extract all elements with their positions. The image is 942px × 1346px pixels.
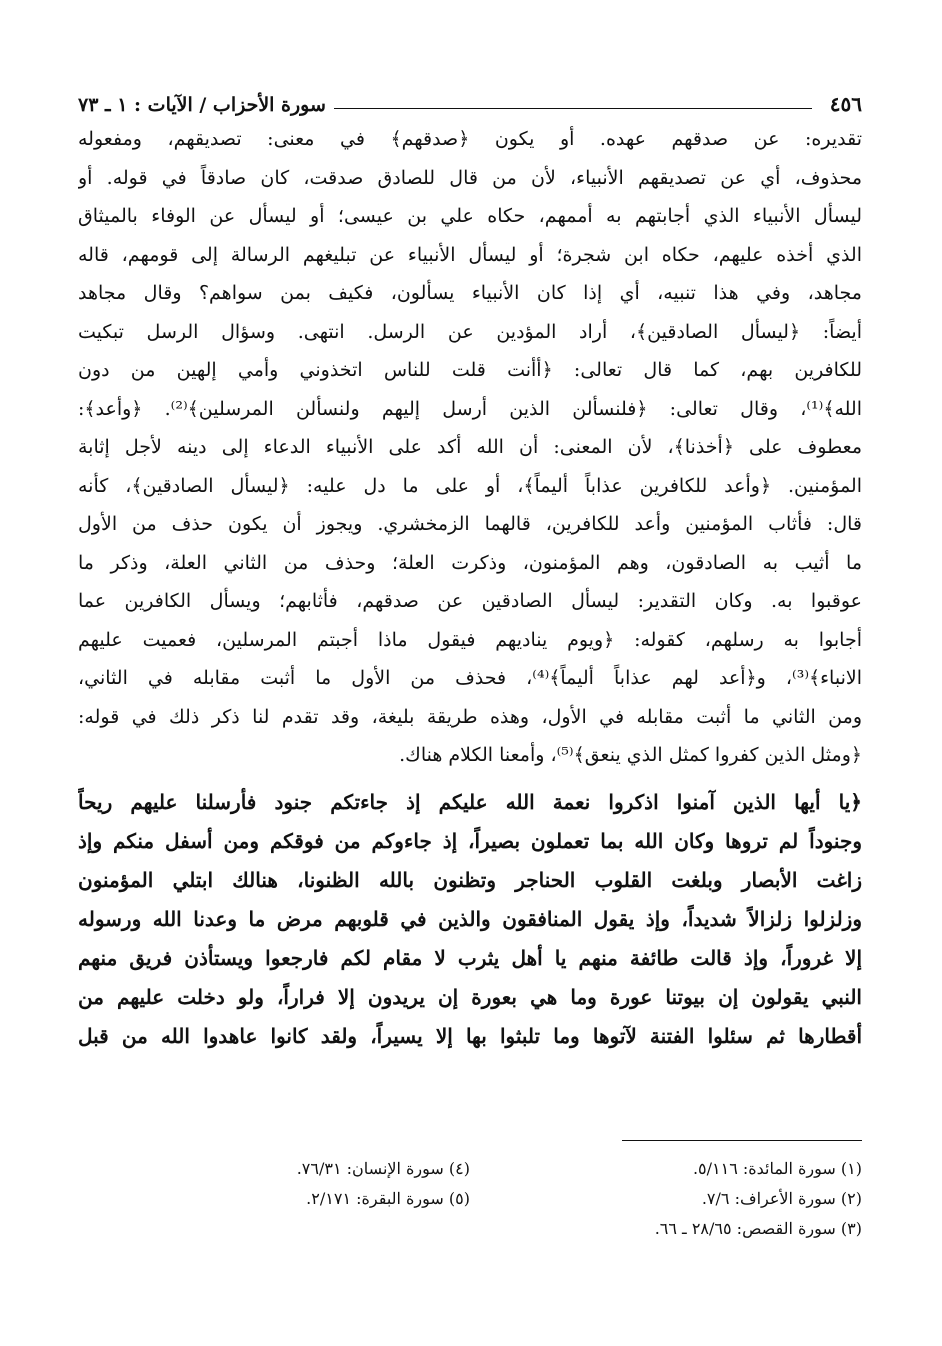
footnotes [78,1154,862,1244]
verse-line: أقطارها ثم سئلوا الفتنة لآتوها وما تلبثوا بها إلا يسيراً، ولقد كانوا عاهدوا الله من قبل [78,1023,862,1048]
book-page [78,82,862,1238]
surah-title: سورة الأحزاب / الآيات : ١ ـ ٧٣ [78,94,326,116]
text-line: عوقبوا به. وكان التقدير: ليسأل الصادقين عن صدقهم، فأثابهم؛ ويسأل الكافرين عما [78,590,862,612]
text-line: أجابوا به رسلهم، كقوله: ﴿ويوم يناديهم فيقول ماذا أجبتم المرسلين، فعميت عليهم [78,628,862,651]
footnote: (٣) سورة القصص: ٢٨/٦٥ ـ ٦٦. [654,1219,862,1238]
footnote: (٢) سورة الأعراف: ٧/٦. [701,1189,862,1208]
footnote: (١) سورة المائدة: ٥/١١٦. [692,1159,862,1178]
header-rule [334,108,812,109]
verse-line: زاغت الأبصار وبلغت القلوب الحناجر وتظنون بالله الظنونا، هنالك ابتلي المؤمنون [78,867,862,892]
verse-line: ﴿يا أيها الذين آمنوا اذكروا نعمة الله عليكم إذ جاءتكم جنود فأرسلنا عليهم ريحاً [78,789,862,814]
running-header [78,82,862,116]
text-line: محذوف، أي عن تصديقهم الأنبياء، لأن من قال للصادق صدقت، كان صادقاً في قوله. أو [78,166,862,189]
footnote: (٥) سورة البقرة: ٢/١٧١. [306,1189,470,1208]
text-line: ما أثيب به الصادقون، وهم المؤمنون، وذكرت العلة؛ وحذف من الثاني العلة، وذكر ما [78,551,862,574]
text-line: ومن الثاني ما أثبت مقابله في الأول، وهذه طريقة بليغة، وقد تقدم لنا ذكر ذلك في قوله: [78,705,862,728]
verse-line: النبي يقولون إن بيوتنا عورة وما هي بعورة إن يريدون إلا فراراً، ولو دخلت عليهم من [78,984,862,1009]
text-line: الله﴾⁽¹⁾، وقال تعالى: ﴿فلنسألن الذين أرسل إليهم ولنسألن المرسلين﴾⁽²⁾. ﴿وأعد﴾: [78,397,862,420]
text-line: الذي أخذه عليهم، حكاه ابن شجرة؛ أو ليسأل الأنبياء عن تبليغهم الرسالة إلى قومهم، قاله [78,243,862,266]
footnotes-left-column [78,1154,470,1244]
quran-verse-block [78,783,862,1056]
text-line: المؤمنين. ﴿وأعد للكافرين عذاباً أليماً﴾، أو على ما دل عليه: ﴿ليسأل الصادقين﴾، كأنه [78,474,862,497]
text-line: مجاهد، وفي هذا تنبيه، أي إذا كان الأنبياء يسألون، فكيف بمن سواهم؟ وقال مجاهد [78,282,862,304]
text-line: ﴿ومثل الذين كفروا كمثل الذي ينعق﴾⁽⁵⁾، وأمعنا الكلام هناك. [399,744,862,766]
text-line: قال: فأثاب المؤمنين وأعد للكافرين، قالهما الزمخشري. ويجوز أن يكون حذف من الأول [78,513,862,535]
commentary-text [78,120,862,775]
text-line: ليسأل الأنبياء الذي أجابتهم به أممهم، حكاه علي بن عيسى؛ أو ليسأل عن الوفاء بالميثاق [78,205,862,227]
verse-line: وجنوداً لم تروها وكان الله بما تعملون بصيراً، إذ جاءوكم من فوقكم ومن أسفل منكم وإذ [78,828,862,853]
footnotes-right-column [470,1154,862,1244]
text-line: الانباء﴾⁽³⁾، و﴿أعد لهم عذاباً أليماً﴾⁽⁴⁾، فحذف من الأول ما أثبت مقابله في الثاني، [78,667,862,689]
verse-line: وزلزلوا زلزالاً شديداً، وإذ يقول المنافقون والذين في قلوبهم مرض ما وعدنا الله ورسوله [78,906,862,931]
page-number: ٤٥٦ [829,92,862,116]
text-line: معطوف على ﴿أخذنا﴾، لأن المعنى: أن الله أكد على الأنبياء الدعاء إلى دينه لأجل إثابة [78,436,862,458]
text-line: للكافرين بهم، كما قال تعالى: ﴿أأنت قلت للناس اتخذوني وأمي إلهين من دون [78,359,862,381]
footnote: (٤) سورة الإنسان: ٧٦/٣١. [296,1159,470,1178]
text-line: تقديره: عن صدقهم عهده. أو يكون ﴿صدقهم﴾ في معنى: تصديقهم، ومفعوله [78,128,862,150]
verse-line: إلا غروراً، وإذ قالت طائفة منهم يا أهل يثرب لا مقام لكم فارجعوا ويستأذن فريق منهم [78,945,862,970]
text-line: أيضاً: ﴿ليسأل الصادقين﴾، أراد المؤدين عن الرسل. انتهى. وسؤال الرسل تبكيت [78,320,862,343]
footnote-separator [622,1140,862,1141]
